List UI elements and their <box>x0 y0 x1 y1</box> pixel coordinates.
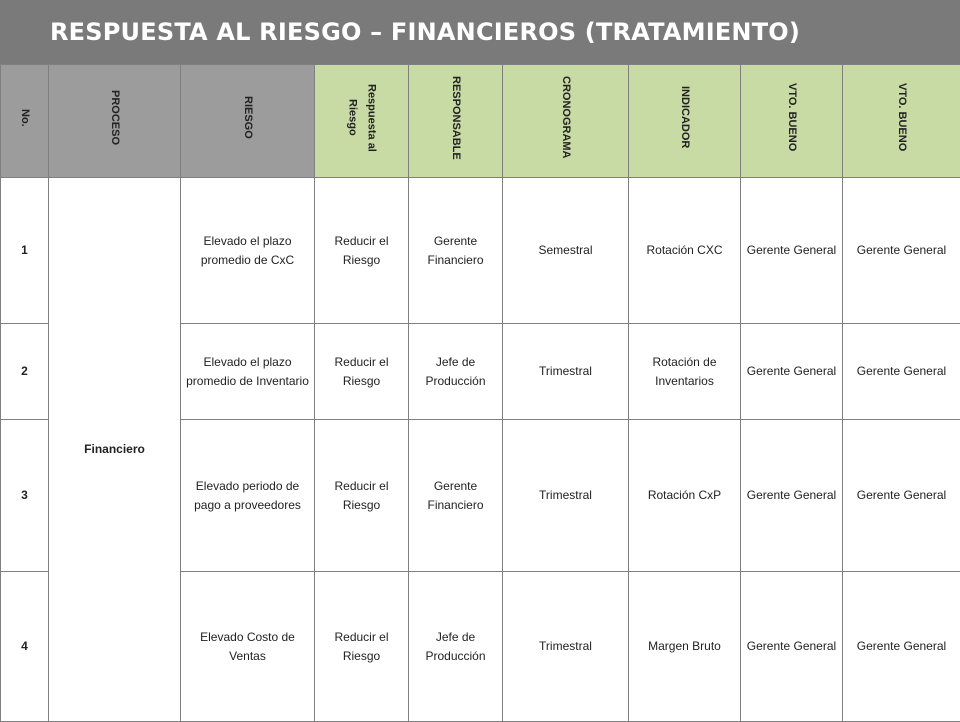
riesgo-cell: Elevado Costo de Ventas <box>181 572 315 722</box>
header-indicador: INDICADOR <box>629 65 741 178</box>
cronograma-cell: Trimestral <box>503 324 629 420</box>
responsable-cell: Gerente Financiero <box>409 420 503 572</box>
indicador-cell: Rotación CXC <box>629 178 741 324</box>
header-vto-bueno-2: VTO. BUENO <box>843 65 960 178</box>
responsable-cell: Gerente Financiero <box>409 178 503 324</box>
page-title: RESPUESTA AL RIESGO – FINANCIEROS (TRATAMIENTO) <box>50 18 800 46</box>
cronograma-cell: Trimestral <box>503 420 629 572</box>
indicador-cell: Rotación de Inventarios <box>629 324 741 420</box>
vto-bueno-cell: Gerente General <box>843 420 960 572</box>
vto-bueno-cell: Gerente General <box>741 420 843 572</box>
row-number: 2 <box>1 324 49 420</box>
header-responsable: RESPONSABLE <box>409 65 503 178</box>
respuesta-cell: Reducir el Riesgo <box>315 420 409 572</box>
header-respuesta: Respuesta al Riesgo <box>315 65 409 178</box>
table-row <box>1 178 960 324</box>
vto-bueno-cell: Gerente General <box>741 178 843 324</box>
indicador-cell: Margen Bruto <box>629 572 741 722</box>
header-cronograma: CRONOGRAMA <box>503 65 629 178</box>
riesgo-cell: Elevado periodo de pago a proveedores <box>181 420 315 572</box>
title-bar <box>0 0 960 65</box>
respuesta-cell: Reducir el Riesgo <box>315 324 409 420</box>
respuesta-cell: Reducir el Riesgo <box>315 178 409 324</box>
header-vto-bueno-1: VTO. BUENO <box>741 65 843 178</box>
riesgo-cell: Elevado el plazo promedio de Inventario <box>181 324 315 420</box>
vto-bueno-cell: Gerente General <box>741 572 843 722</box>
responsable-cell: Jefe de Producción <box>409 324 503 420</box>
cronograma-cell: Trimestral <box>503 572 629 722</box>
risk-response-table <box>0 64 960 722</box>
header-row <box>1 65 960 178</box>
row-number: 4 <box>1 572 49 722</box>
row-number: 1 <box>1 178 49 324</box>
header-proceso: PROCESO <box>49 65 181 178</box>
respuesta-cell: Reducir el Riesgo <box>315 572 409 722</box>
indicador-cell: Rotación CxP <box>629 420 741 572</box>
responsable-cell: Jefe de Producción <box>409 572 503 722</box>
vto-bueno-cell: Gerente General <box>843 572 960 722</box>
header-riesgo: RIESGO <box>181 65 315 178</box>
vto-bueno-cell: Gerente General <box>741 324 843 420</box>
proceso-cell: Financiero <box>49 178 181 722</box>
header-no: No. <box>1 65 49 178</box>
cronograma-cell: Semestral <box>503 178 629 324</box>
riesgo-cell: Elevado el plazo promedio de CxC <box>181 178 315 324</box>
vto-bueno-cell: Gerente General <box>843 324 960 420</box>
vto-bueno-cell: Gerente General <box>843 178 960 324</box>
row-number: 3 <box>1 420 49 572</box>
